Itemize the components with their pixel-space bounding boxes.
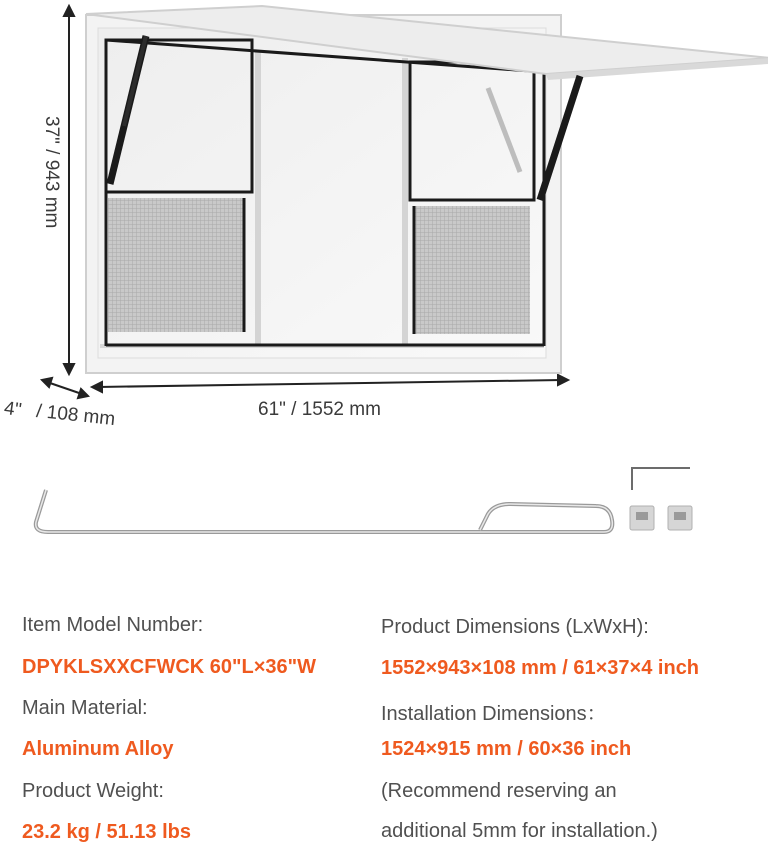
weight-value: 23.2 kg / 51.13 lbs (22, 821, 191, 843)
height-dimension-line (64, 6, 74, 374)
weight-label: Product Weight: (22, 780, 164, 802)
installation-note-line2: additional 5mm for installation.) (381, 820, 658, 842)
width-dimension-line (92, 375, 568, 392)
installation-dimensions-value: 1524×915 mm / 60×36 inch (381, 738, 632, 760)
height-label: 37" / 943 mm (41, 116, 62, 229)
material-label: Main Material: (22, 697, 148, 719)
allen-key (632, 468, 690, 490)
mounting-bracket (630, 506, 692, 530)
width-label: 61" / 1552 mm (258, 399, 381, 420)
support-rod (36, 490, 613, 532)
depth-label-mm: / 108 mm (35, 400, 117, 431)
model-value: DPYKLSXXCFWCK 60"L×36"W (22, 656, 317, 678)
product-dimensions-label: Product Dimensions (LxWxH): (381, 616, 649, 638)
material-value: Aluminum Alloy (22, 738, 174, 760)
installation-note-line1: (Recommend reserving an (381, 780, 617, 802)
depth-label-in: 4" (2, 397, 23, 422)
left-screen (108, 198, 244, 332)
right-screen (414, 206, 530, 334)
depth-dimension-line (42, 378, 88, 398)
model-label: Item Model Number: (22, 614, 204, 636)
product-dimensions-value: 1552×943×108 mm / 61×37×4 inch (381, 657, 700, 679)
installation-dimensions-label: Installation Dimensions： (381, 703, 607, 725)
